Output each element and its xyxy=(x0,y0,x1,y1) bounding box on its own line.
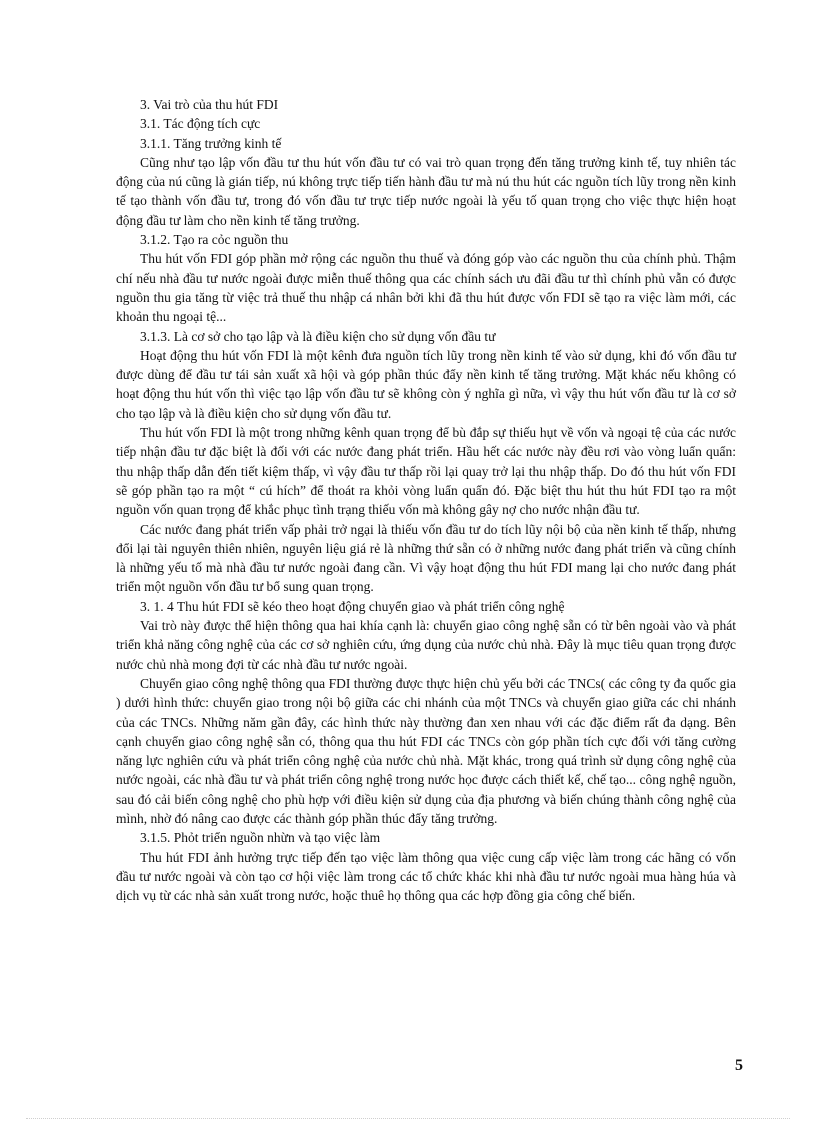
body-paragraph: Thu hút vốn FDI góp phần mở rộng các nguồn thu thuế và đóng góp vào các nguồn thu của chính phủ. Thậm chí nếu nhà đầu tư nước ngoài được miễn thuế thông qua các chính sách ưu đãi đầu tư thì chính phủ vẫn có được nguồn thu gia tăng từ việc trả thuế thu nhập cá nhân bởi khi đã thu hút được vốn FDI sẽ tạo ra việc làm mới, các khoản thu ngoại tệ... xyxy=(116,251,736,325)
section-heading: 3.1. Tác động tích cực xyxy=(140,116,261,132)
section-heading: 3.1.2. Tạo ra cỏc nguồn thu xyxy=(140,232,289,248)
section-heading: 3.1.5. Phỏt triển nguồn nhừn và tạo việc làm xyxy=(140,830,381,846)
section-heading: 3. 1. 4 Thu hút FDI sẽ kéo theo hoạt động chuyển giao và phát triển công nghệ xyxy=(140,598,565,614)
page-bottom-divider xyxy=(26,1118,790,1119)
body-paragraph: Thu hút vốn FDI là một trong những kênh quan trọng để bù đắp sự thiếu hụt về vốn và ngoại tệ của các nước tiếp nhận đầu tư đặc biệt là đối với các nước đang phát triển. Hầu hết các nước này đều rơi vào vòng luẩn quẩn: thu nhập thấp dẫn đến tiết kiệm thấp, vì vậy đầu tư thấp rồi lại quay trở lại thu nhập thấp. Do đó thu hút vốn FDI sẽ góp phần tạo ra một “ cú hích” để thoát ra khỏi vòng luẩn quẩn đó. Đặc biệt thu hút thu hút FDI tạo ra một nguồn vốn quan trọng để khắc phục tình trạng thiếu vốn mà không gây nợ cho nước nhận đầu tư. xyxy=(116,425,736,518)
body-paragraph: Thu hút FDI ảnh hưởng trực tiếp đến tạo việc làm thông qua việc cung cấp việc làm trong các hãng có vốn đầu tư nước ngoài và còn tạo cơ hội việc làm trong các tổ chức khác khi nhà đầu tư nước ngoài mua hàng húa và dịch vụ từ các nhà sản xuất trong nước, hoặc thuê họ thông qua các hợp đồng gia công chế biến. xyxy=(116,849,736,904)
page-number: 5 xyxy=(735,1057,743,1074)
section-heading: 3. Vai trò của thu hút FDI xyxy=(140,97,279,112)
section-heading: 3.1.1. Tăng trưởng kinh tế xyxy=(140,135,282,151)
body-paragraph: Các nước đang phát triển vấp phải trở ngại là thiếu vốn đầu tư do tích lũy nội bộ của nền kinh tế thấp, nhưng đổi lại tài nguyên thiên nhiên, nguyên liệu giá rẻ là những thứ sẵn có ở những nước đang phát triển và cũng chính là những yếu tố mà nhà đầu tư nước ngoài đang cần. Vì vậy hoạt động thu hút FDI mang lại cho nước đang phát triển một nguồn vốn đầu tư bổ sung quan trọng. xyxy=(116,521,736,595)
body-paragraph: Vai trò này được thể hiện thông qua hai khía cạnh là: chuyển giao công nghệ sẵn có từ bên ngoài vào và phát triển khả năng công nghệ của các cơ sở nghiên cứu, ứng dụng của nước chủ nhà. Đây là mục tiêu quan trọng được nước chủ nhà mong đợi từ các nhà đầu tư nước ngoài. xyxy=(116,618,736,672)
body-paragraph: Cũng như tạo lập vốn đầu tư thu hút vốn đầu tư có vai trò quan trọng đến tăng trưởng kinh tế, tuy nhiên tác động của nú cũng là gián tiếp, nú không trực tiếp tiến hành đầu tư mà nú thu hút các nguồn tích lũy trong nền kinh tế tạo thành vốn đầu tư, trong đó vốn đầu tư trực tiếp nước ngoài là yếu tố quan trọng cho việc thực hiện hoạt động đầu tư làm cho nền kinh tế tăng trưởng. xyxy=(116,154,736,228)
document-body xyxy=(116,95,736,905)
body-paragraph: Hoạt động thu hút vốn FDI là một kênh đưa nguồn tích lũy trong nền kinh tế vào sử dụng, khi đó vốn đầu tư được dùng để đầu tư tái sản xuất xã hội và góp phần thúc đẩy nền kinh tế tăng trưởng. Mặt khác nếu không có hoạt động thu hút vốn thì việc tạo lập vốn đầu tư sẽ không còn ý nghĩa gì nữa, vì vậy thu hút vốn đầu tư là cơ sở cho tạo lập và là điều kiện cho sử dụng vốn đầu tư. xyxy=(116,347,736,421)
section-heading: 3.1.3. Là cơ sở cho tạo lập và là điều kiện cho sử dụng vốn đầu tư xyxy=(140,328,496,344)
body-paragraph: Chuyển giao công nghệ thông qua FDI thường được thực hiện chủ yếu bởi các TNCs( các công ty đa quốc gia ) dưới hình thức: chuyển giao trong nội bộ giữa các chi nhánh của một TNCs và chuyển giao giữa các chi nhánh của các TNCs. Những năm gần đây, các hình thức này thường đan xen nhau với các đặc điểm rất đa dạng. Bên cạnh chuyển giao công nghệ sẵn có, thông qua thu hút FDI các TNCs còn góp phần tích cực đối với tăng cường năng lực nghiên cứu và phát triển công nghệ của nước chủ nhà. Mặt khác, trong quá trình sử dụng công nghệ của nước ngoài, các nhà đầu tư và phát triển công nghệ trong nước học được cách thiết kế, chế tạo... công nghệ nguồn, sau đó cải biến công nghệ cho phù hợp với điều kiện sử dụng của địa phương và biến chúng thành công nghệ của mình, nhờ đó nâng cao được các thành góp phần thúc đẩy tăng trưởng. xyxy=(116,675,736,826)
